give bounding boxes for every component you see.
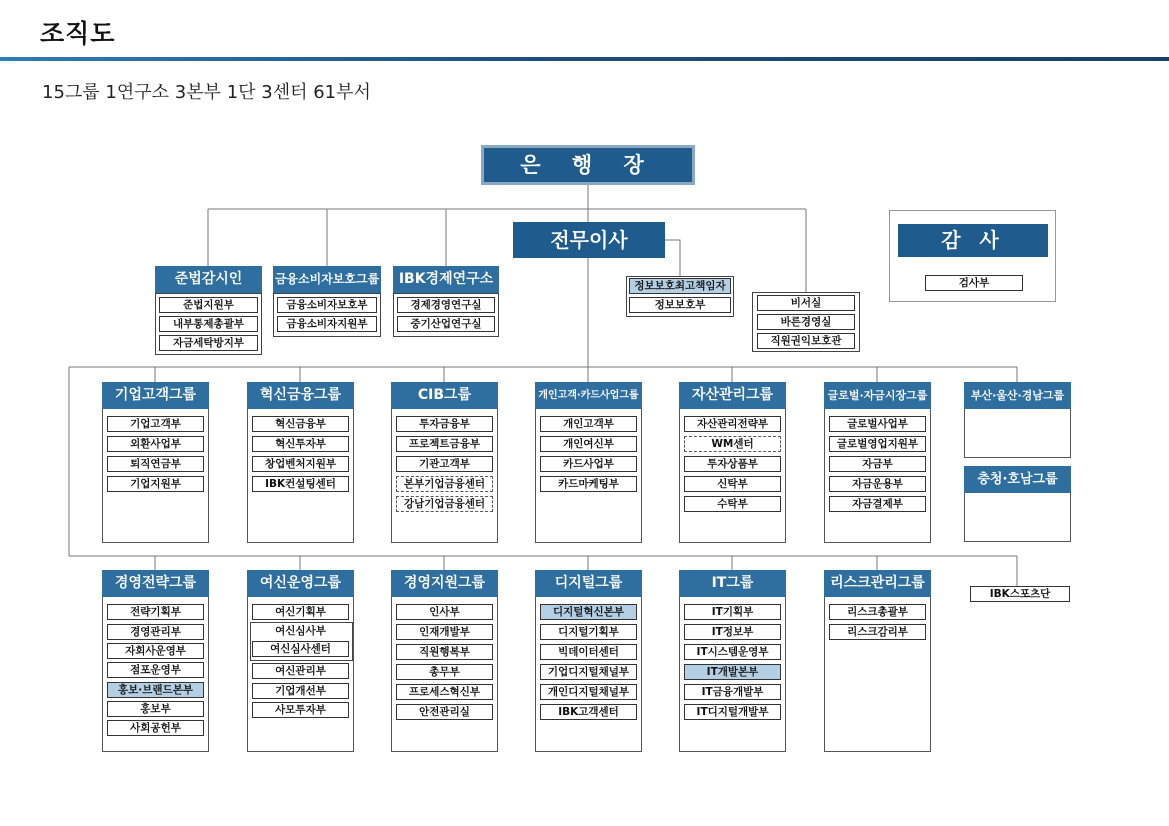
dept-box: 비서실	[757, 295, 855, 311]
page-title: 조직도	[40, 19, 116, 48]
regional-group-header: 부산·울산·경남그룹	[964, 382, 1071, 409]
dept-box: 창업벤처지원부	[252, 456, 349, 472]
dept-box: 본부기업금융센터	[396, 476, 493, 492]
group-box	[679, 570, 786, 752]
audit-header: 감 사	[898, 224, 1048, 257]
dept-box: 자금부	[829, 456, 926, 472]
group-header: 개인고객·카드사업그룹	[535, 382, 642, 409]
infosec-officer: 정보보호최고책임자	[629, 278, 731, 294]
dept-box: 투자상품부	[684, 456, 781, 472]
dept-box: 여신관리부	[252, 663, 349, 679]
dept-box: 개인여신부	[540, 436, 637, 452]
group-header: 혁신금융그룹	[247, 382, 354, 409]
exec-box: 전무이사	[513, 222, 665, 258]
dept-box: 직원행복부	[396, 644, 493, 660]
dept-box: 개인디지털채널부	[540, 684, 637, 700]
group-header: 여신운영그룹	[247, 570, 354, 597]
dept-box: 바른경영실	[757, 314, 855, 330]
dept-box: IT개발본부	[684, 664, 781, 680]
dept-box: 총무부	[396, 664, 493, 680]
group-header: 기업고객그룹	[102, 382, 209, 409]
dept-box: 인사부	[396, 604, 493, 620]
group-header: 경영지원그룹	[391, 570, 498, 597]
dept-box: 강남기업금융센터	[396, 496, 493, 512]
dept-box: 자금세탁방지부	[159, 335, 258, 351]
dept-box: 디지털기획부	[540, 624, 637, 640]
dept-box: 자회사운영부	[107, 643, 204, 659]
page-subtitle: 15그룹 1연구소 3본부 1단 3센터 61부서	[42, 82, 371, 103]
dept-box: 글로벌영업지원부	[829, 436, 926, 452]
group-box	[391, 570, 498, 752]
dept-box: 리스크감리부	[829, 624, 926, 640]
dept-box: 기업개선부	[252, 683, 349, 699]
dept-box: 글로벌사업부	[829, 416, 926, 432]
dept-box: 리스크총괄부	[829, 604, 926, 620]
dept-box: 내부통제총괄부	[159, 316, 258, 332]
group-box	[824, 570, 931, 752]
dept-box: 인재개발부	[396, 624, 493, 640]
dept-box: 금융소비자지원부	[277, 316, 377, 332]
dept-box: 직원권익보호관	[757, 333, 855, 349]
dept-box: 경영관리부	[107, 624, 204, 640]
dept-box: 여신심사부	[252, 624, 349, 640]
dept-box: 여신기획부	[252, 604, 349, 620]
group-box	[535, 570, 642, 752]
group-header: 리스크관리그룹	[824, 570, 931, 597]
dept-box: 준법지원부	[159, 297, 258, 313]
dept-box: IBK컨설팅센터	[252, 476, 349, 492]
title-rule	[0, 57, 1169, 61]
dept-box: 사모투자부	[252, 702, 349, 718]
dept-box: IT정보부	[684, 624, 781, 640]
dept-box: 중기산업연구실	[397, 316, 495, 332]
dept-box: 자금운용부	[829, 476, 926, 492]
dept-box: 홍보·브랜드본부	[107, 682, 204, 698]
dept-box: 기업지원부	[107, 476, 204, 492]
ceo-box: 은 행 장	[481, 145, 695, 185]
dept-box: 혁신금융부	[252, 416, 349, 432]
dept-box: 카드사업부	[540, 456, 637, 472]
institute-header: IBK경제연구소	[393, 266, 499, 293]
dept-box: 신탁부	[684, 476, 781, 492]
dept-box: 프로세스혁신부	[396, 684, 493, 700]
dept-box: IBK고객센터	[540, 704, 637, 720]
dept-box: 홍보부	[107, 701, 204, 717]
dept-box: IT시스템운영부	[684, 644, 781, 660]
dept-box: 금융소비자보호부	[277, 297, 377, 313]
consumer-header: 금융소비자보호그룹	[273, 266, 381, 293]
group-header: CIB그룹	[391, 382, 498, 409]
dept-box: 기관고객부	[396, 456, 493, 472]
dept-box: 빅데이터센터	[540, 644, 637, 660]
dept-box: 자산관리전략부	[684, 416, 781, 432]
dept-box: 점포운영부	[107, 662, 204, 678]
dept-box: 여신심사센터	[252, 641, 349, 657]
dept-box: 경제경영연구실	[397, 297, 495, 313]
dept-box: 사회공헌부	[107, 720, 204, 736]
dept-box: 기업디지털채널부	[540, 664, 637, 680]
compliance-header: 준법감시인	[155, 266, 262, 293]
dept-box: 전략기획부	[107, 604, 204, 620]
group-header: 글로벌·자금시장그룹	[824, 382, 931, 409]
dept-box: IT디지털개발부	[684, 704, 781, 720]
dept-box: 투자금융부	[396, 416, 493, 432]
group-header: 자산관리그룹	[679, 382, 786, 409]
dept-box: 외환사업부	[107, 436, 204, 452]
dept-box: 퇴직연금부	[107, 456, 204, 472]
dept-box: 자금결제부	[829, 496, 926, 512]
group-box	[247, 570, 354, 752]
dept-box: 카드마케팅부	[540, 476, 637, 492]
dept-box: IT금융개발부	[684, 684, 781, 700]
dept-box: 디지털혁신본부	[540, 604, 637, 620]
dept-box: WM센터	[684, 436, 781, 452]
dept-box: IT기획부	[684, 604, 781, 620]
group-header: IT그룹	[679, 570, 786, 597]
dept-box: 검사부	[925, 275, 1023, 291]
sports-team-box: IBK스포츠단	[970, 586, 1070, 602]
dept-box: 프로젝트금융부	[396, 436, 493, 452]
group-header: 디지털그룹	[535, 570, 642, 597]
dept-box: 기업고객부	[107, 416, 204, 432]
group-header: 경영전략그룹	[102, 570, 209, 597]
dept-box: 정보보호부	[629, 297, 731, 313]
dept-box: 안전관리실	[396, 704, 493, 720]
dept-box: 혁신투자부	[252, 436, 349, 452]
regional-group-header: 충청·호남그룹	[964, 466, 1071, 493]
dept-box: 수탁부	[684, 496, 781, 512]
dept-box: 개인고객부	[540, 416, 637, 432]
